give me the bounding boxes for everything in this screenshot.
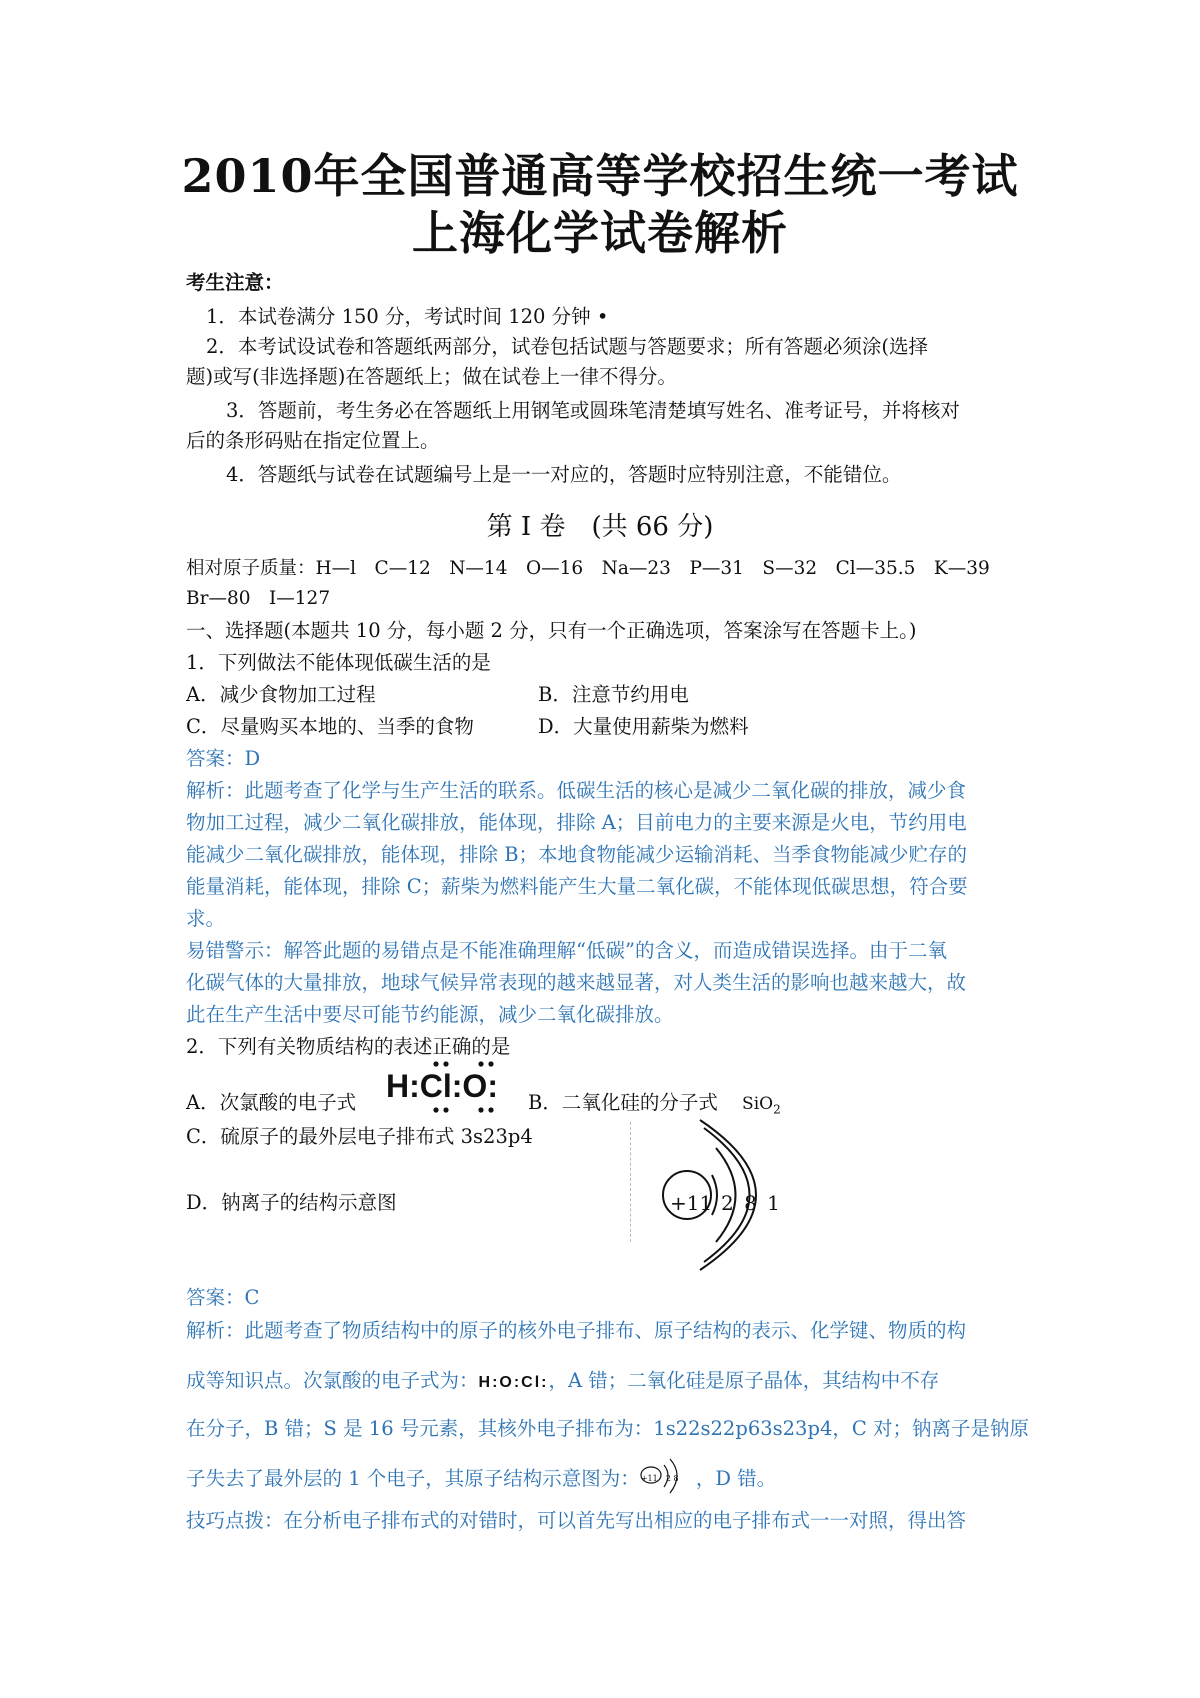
q1-option-c: C．尽量购买本地的、当季的食物 xyxy=(186,715,474,738)
sio2-main: SiO xyxy=(742,1094,774,1114)
notice-item-2a: 2．本考试设试卷和答题纸两部分，试卷包括试题与答题要求；所有答题必须涂(选择 xyxy=(206,335,929,358)
q1-option-b: B．注意节约用电 xyxy=(538,683,689,706)
hclo-electron-formula: H:Cl:O: xyxy=(386,1068,498,1104)
electron-dots xyxy=(386,1058,516,1118)
q2-analysis-line-4 xyxy=(186,1466,776,1493)
q1-analysis-line: 物加工过程，减少二氧化碳排放，能体现，排除 A；目前电力的主要来源是火电，节约用电 xyxy=(186,811,967,834)
q2-analysis-line-2 xyxy=(186,1368,939,1396)
part-heading: 一、选择题(本题共 10 分，每小题 2 分，只有一个正确选项，答案涂写在答题卡上。) xyxy=(186,619,917,642)
sio2-subscript: 2 xyxy=(773,1102,781,1117)
q2-tip: 技巧点拨：在分析电子排布式的对错时，可以首先写出相应的电子排布式一一对照，得出答 xyxy=(186,1509,967,1532)
mini-nucleus-label: +11 xyxy=(640,1473,658,1483)
notice-item-1: 1．本试卷满分 150 分，考试时间 120 分钟 • xyxy=(206,305,609,328)
atomic-masses-line-1: 相对原子质量：H—l C—12 N—14 O—16 Na—23 P—31 S—32 Cl—35.5 K—39 xyxy=(186,558,990,579)
q1-analysis-line: 能减少二氧化碳排放，能体现，排除 B；本地食物能减少运输消耗、当季食物能减少贮存的 xyxy=(186,843,968,866)
q1-analysis-line: 解析：此题考查了化学与生产生活的联系。低碳生活的核心是减少二氧化碳的排放，减少食 xyxy=(186,779,967,802)
q2-option-d: D．钠离子的结构示意图 xyxy=(186,1191,397,1214)
q2-analysis-line-3: 在分子，B 错；S 是 16 号元素，其核外电子排布为：1s22s22p63s23p4，C 对；钠离子是钠原 xyxy=(186,1417,1029,1440)
q2-analysis-4-post: ，D 错。 xyxy=(695,1467,777,1490)
notice-heading: 考生注意： xyxy=(186,271,284,294)
q2-analysis-2-pre: 成等知识点。次氯酸的电子式为： xyxy=(186,1369,479,1392)
sodium-shell-numbers: 2 8 1 xyxy=(721,1191,782,1215)
notice-item-3a: 3．答题前，考生务必在答题纸上用钢笔或圆珠笔清楚填写姓名、准考证号，并将核对 xyxy=(226,399,960,422)
notice-item-2b: 题)或写(非选择题)在答题纸上；做在试卷上一律不得分。 xyxy=(186,365,677,388)
title-line-1: 2010年全国普通高等学校招生统一考试 xyxy=(181,149,1019,203)
q1-stem: 1．下列做法不能体现低碳生活的是 xyxy=(186,651,491,674)
q2-option-c: C．硫原子的最外层电子排布式 3s23p4 xyxy=(186,1125,533,1148)
column-divider xyxy=(630,1122,631,1242)
q2-analysis-2-post: ，A 错；二氧化硅是原子晶体，其结构中不存 xyxy=(548,1369,940,1392)
q1-answer: 答案：D xyxy=(186,747,261,770)
q1-option-d: D．大量使用薪柴为燃料 xyxy=(538,715,749,738)
q1-warning-line: 此在生产生活中要尽可能节约能源，减少二氧化碳排放。 xyxy=(186,1003,674,1026)
q2-answer: 答案：C xyxy=(186,1286,260,1309)
shell-arc-1 xyxy=(712,1175,717,1215)
hocl-electron-formula: H:O:Cl: xyxy=(478,1374,549,1391)
q2-stem: 2．下列有关物质结构的表述正确的是 xyxy=(186,1035,511,1058)
q2-option-b-label: B．二氧化硅的分子式 xyxy=(528,1091,718,1114)
sio2-formula xyxy=(742,1094,781,1117)
mini-shell-numbers: 2 8 xyxy=(665,1473,679,1483)
atomic-masses-line-2: Br—80 I—127 xyxy=(186,588,331,609)
sodium-nucleus-label: +11 xyxy=(670,1191,713,1215)
q2-analysis-line-1: 解析：此题考查了物质结构中的原子的核外电子排布、原子结构的表示、化学键、物质的构 xyxy=(186,1319,967,1342)
q1-warning-line: 易错警示：解答此题的易错点是不能准确理解“低碳”的含义，而造成错误选择。由于二氧 xyxy=(186,939,947,962)
q1-analysis-line: 求。 xyxy=(186,907,226,930)
notice-item-3b: 后的条形码贴在指定位置上。 xyxy=(186,429,440,452)
q2-option-b xyxy=(528,1090,781,1122)
section-title: 第 I 卷 (共 66 分) xyxy=(486,512,714,542)
q2-option-a: A．次氯酸的电子式 xyxy=(186,1091,357,1114)
q1-analysis-line: 能量消耗，能体现，排除 C；薪柴为燃料能产生大量二氧化碳，不能体现低碳思想，符合要 xyxy=(186,875,968,898)
notice-item-4: 4．答题纸与试卷在试题编号上是一一对应的，答题时应特别注意，不能错位。 xyxy=(226,463,902,486)
mini-sodium-ion-diagram xyxy=(640,1467,696,1493)
q1-option-a: A．减少食物加工过程 xyxy=(186,683,376,706)
q1-warning-line: 化碳气体的大量排放，地球气候异常表现的越来越显著，对人类生活的影响也越来越大，故 xyxy=(186,971,967,994)
q2-analysis-4-pre: 子失去了最外层的 1 个电子，其原子结构示意图为： xyxy=(186,1467,640,1490)
title-line-2: 上海化学试卷解析 xyxy=(412,206,788,260)
